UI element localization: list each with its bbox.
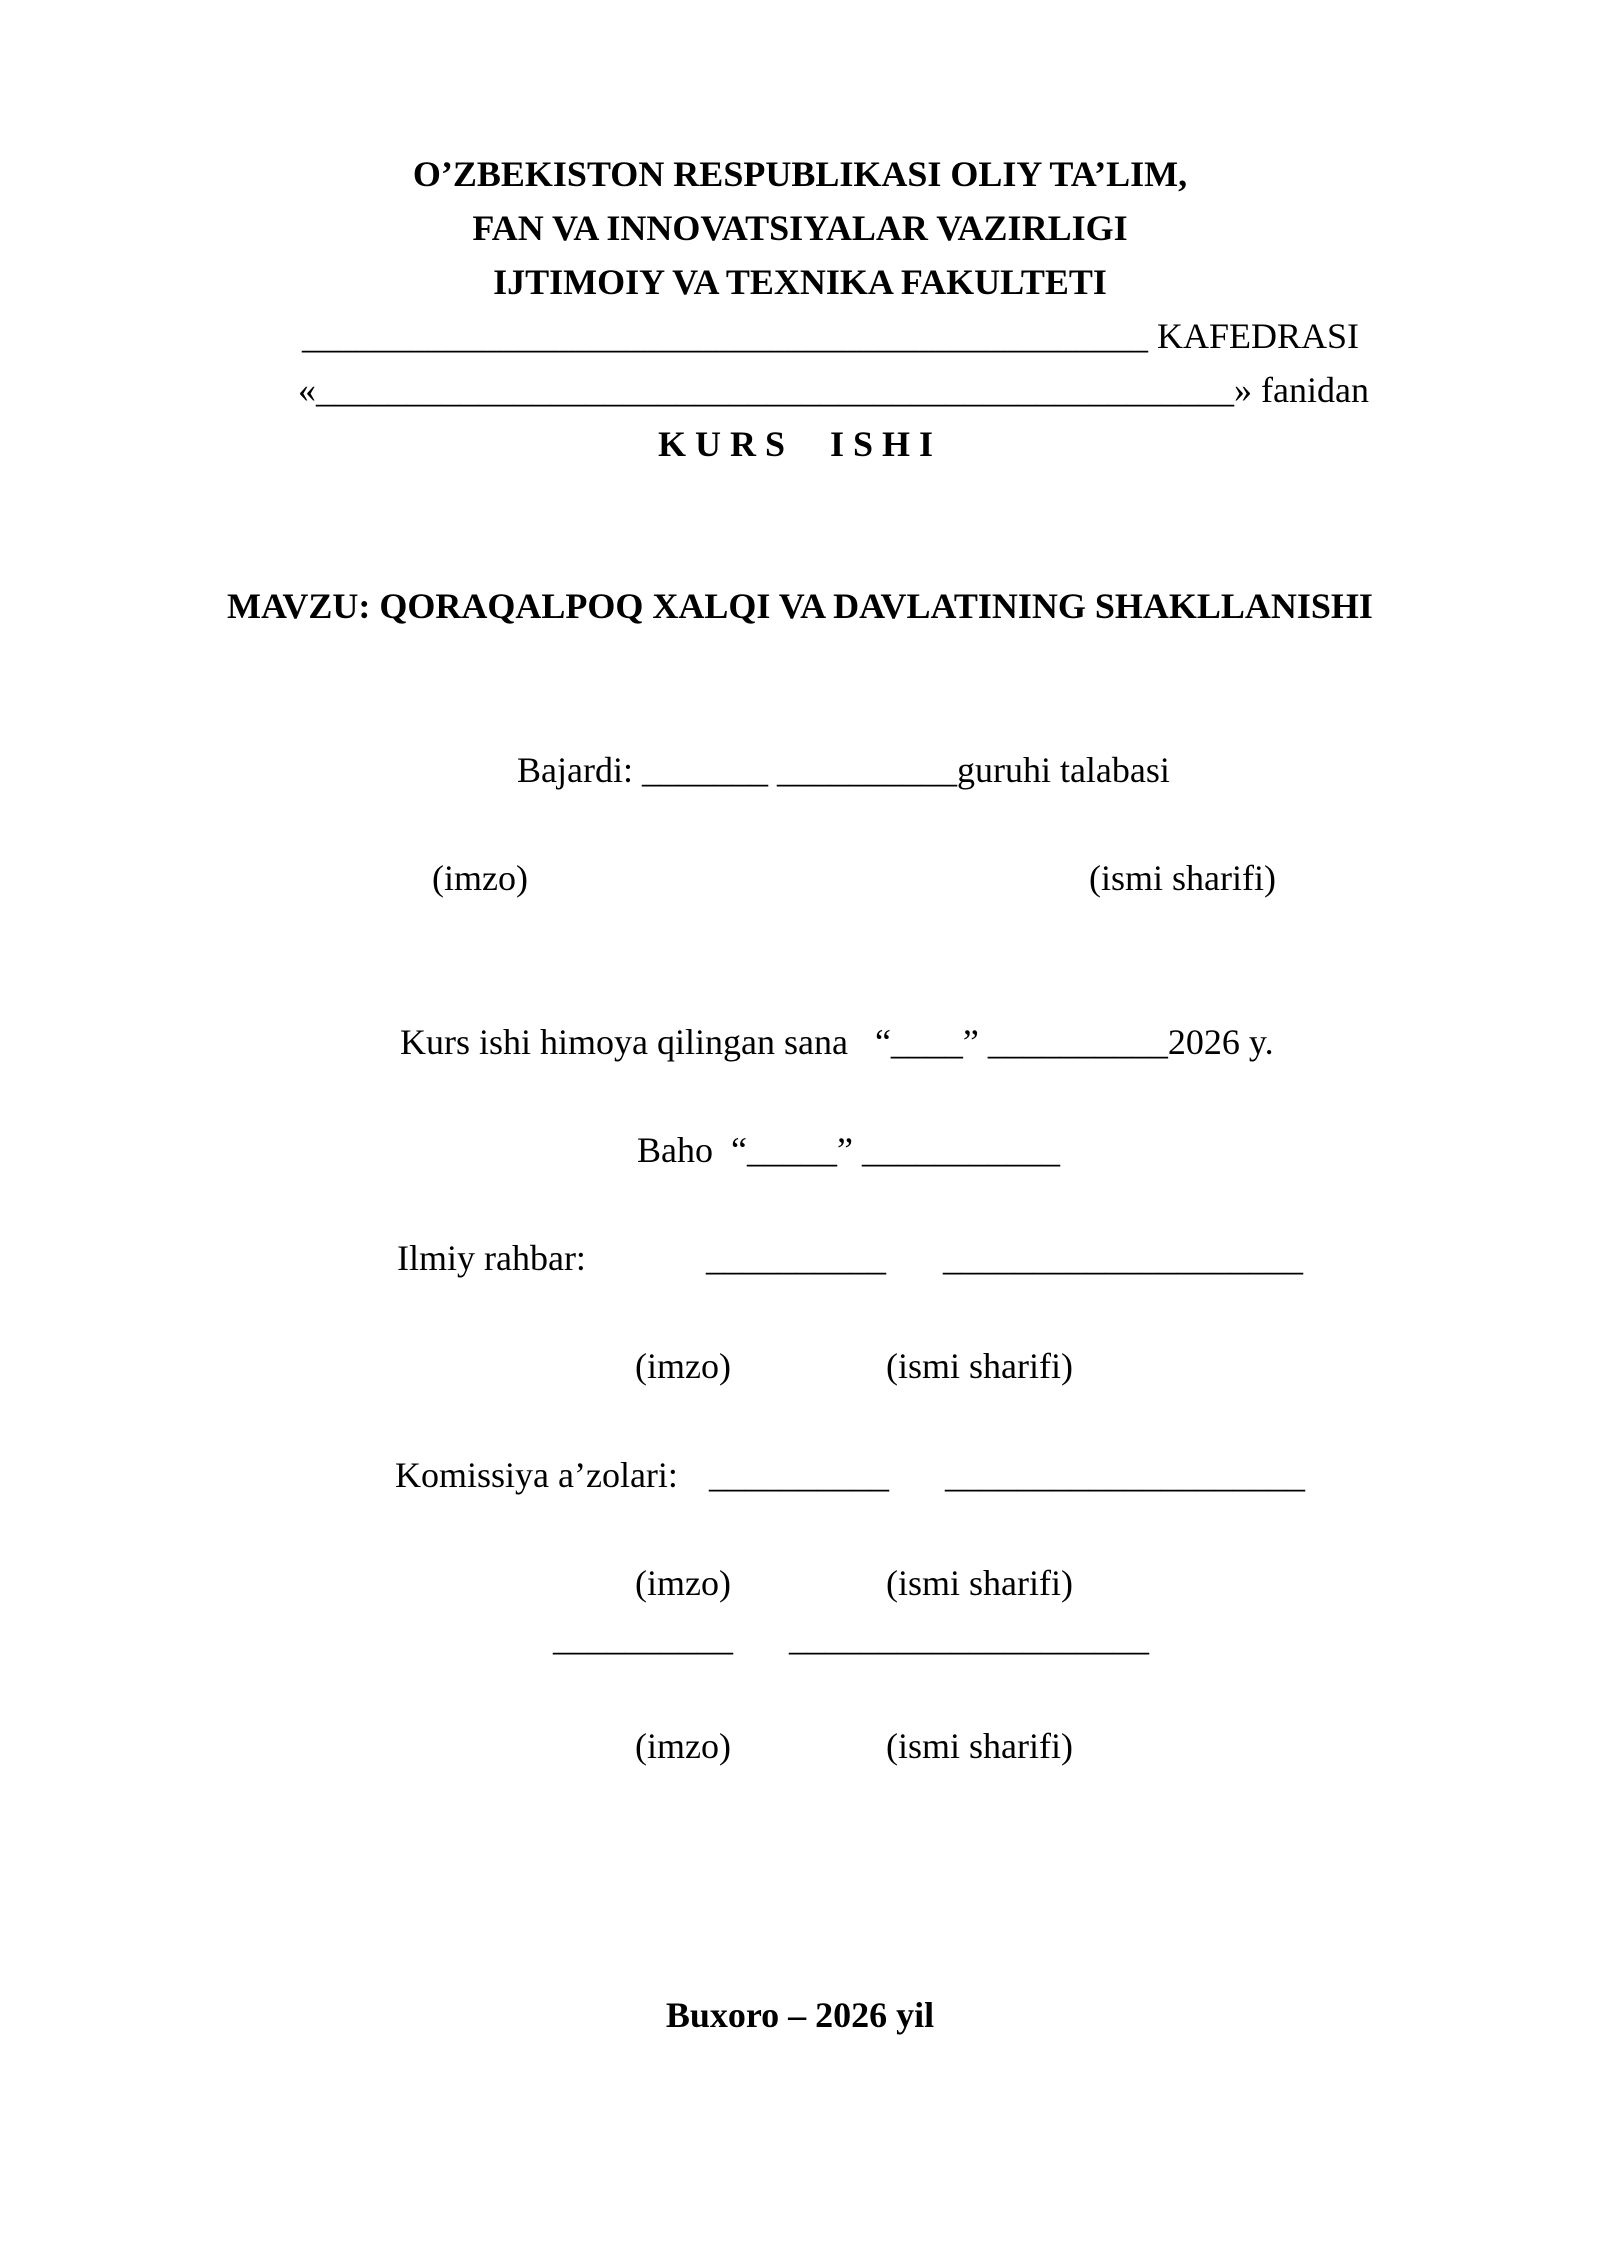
commission-second-signature-blank: __________ xyxy=(553,1618,733,1658)
topic-title: MAVZU: QORAQALPOQ XALQI VA DAVLATINING SHAKLLANISHI xyxy=(227,586,1373,626)
commission-signature-label: (imzo) xyxy=(635,1563,731,1603)
supervisor-signature-blank: __________ xyxy=(706,1238,886,1278)
commission-signature-blank: __________ xyxy=(709,1455,889,1495)
supervisor-name-blank: ____________________ xyxy=(943,1238,1303,1278)
performer-line: Bajardi: _______ __________guruhi talabasi xyxy=(517,750,1170,790)
commission-label: Komissiya a’zolari: xyxy=(395,1455,678,1495)
ministry-line-1: O’ZBEKISTON RESPUBLIKASI OLIY TA’LIM, xyxy=(412,154,1188,194)
city-year-footer: Buxoro – 2026 yil xyxy=(665,1995,935,2035)
commission-name-blank: ____________________ xyxy=(945,1455,1305,1495)
commission-second-signature-label: (imzo) xyxy=(635,1726,731,1766)
supervisor-label: Ilmiy rahbar: xyxy=(397,1238,586,1278)
department-line: _______________________________________________ KAFEDRASI xyxy=(302,316,1360,356)
performer-signature-label: (imzo) xyxy=(432,858,528,898)
commission-name-label: (ismi sharifi) xyxy=(886,1563,1073,1603)
ministry-line-2: FAN VA INNOVATSIYALAR VAZIRLIGI xyxy=(472,208,1128,248)
supervisor-signature-label: (imzo) xyxy=(635,1346,731,1386)
commission-second-name-blank: ____________________ xyxy=(789,1618,1149,1658)
faculty-name: IJTIMOIY VA TEXNIKA FAKULTETI xyxy=(493,262,1107,302)
document-type: KURS ISHI xyxy=(657,424,943,464)
commission-second-name-label: (ismi sharifi) xyxy=(886,1726,1073,1766)
supervisor-name-label: (ismi sharifi) xyxy=(886,1346,1073,1386)
subject-line: «___________________________________________________» fanidan xyxy=(298,370,1369,410)
defense-date-line: Kurs ishi himoya qilingan sana “____” __________2026 y. xyxy=(400,1022,1274,1062)
performer-name-label: (ismi sharifi) xyxy=(1089,858,1276,898)
grade-line: Baho “_____” ___________ xyxy=(637,1130,1060,1170)
